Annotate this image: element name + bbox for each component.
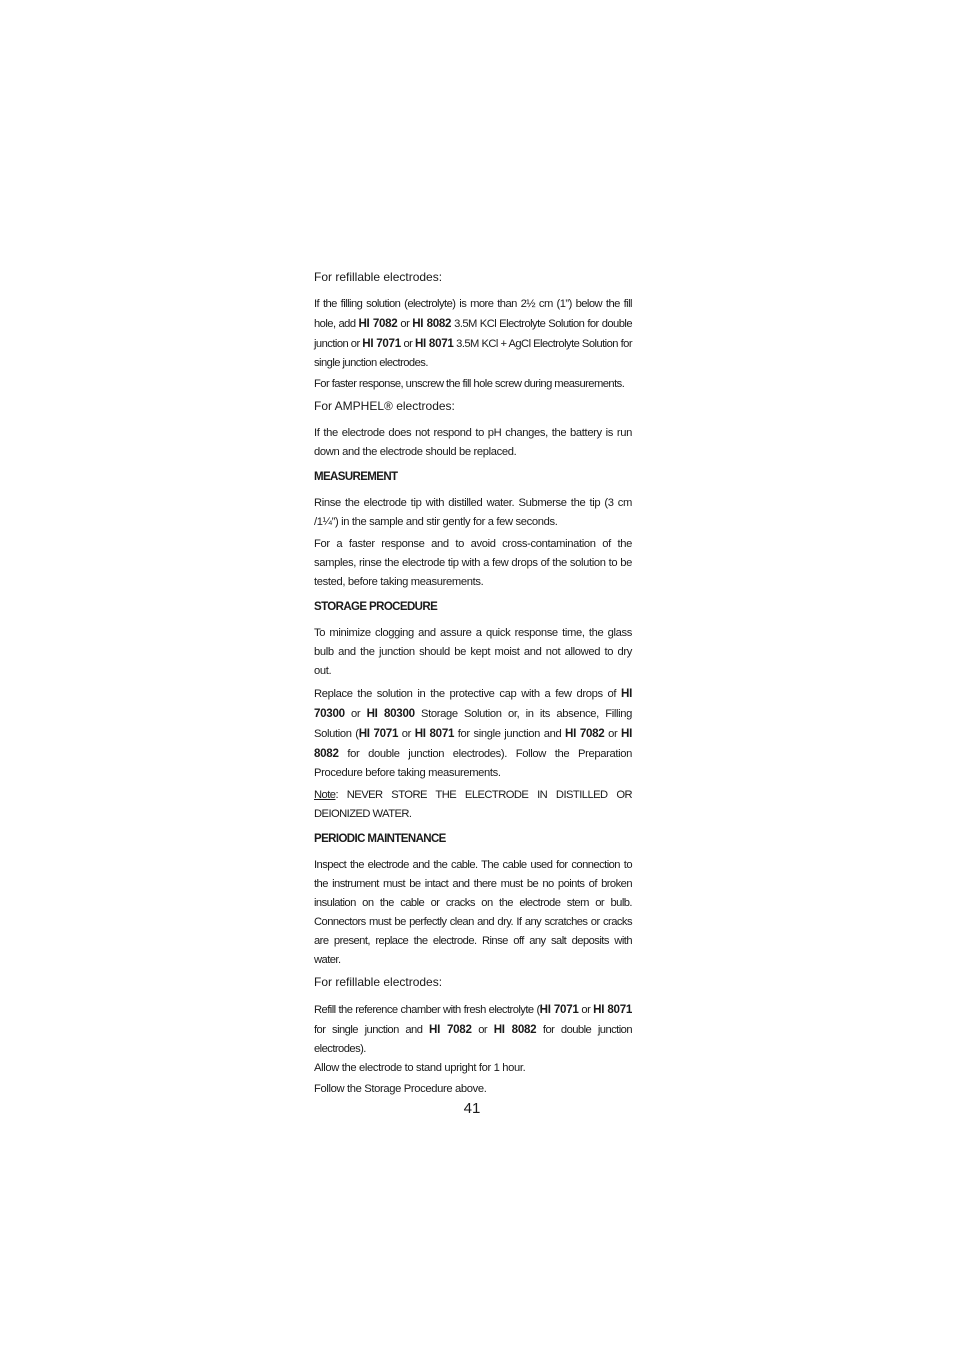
product-code: HI 8071: [414, 337, 454, 350]
product-code: HI 7082: [358, 317, 398, 330]
refill2-paragraph-3: Follow the Storage Procedure above.: [314, 1083, 487, 1095]
maintenance-paragraph: Inspect the electrode and the cable. The cable used for connection to the instrument must be intact and there must be no points of broken insulation on the cable or cracks on the electrode stem or bulb. Connectors must be perfectly clean and dry. If any scratches or cracks are present, replace the electrode. Rinse off any salt deposits with water.: [314, 859, 632, 966]
product-code: HI 7071: [362, 337, 401, 350]
note-label: Note: [314, 789, 336, 801]
product-code: HI 8071: [414, 727, 455, 740]
product-code: HI 70300: [314, 687, 632, 720]
refill2-paragraph-1: Refill the reference chamber with fresh electrolyte (HI 7071 or HI 8071 for single junction and HI 7082 or HI 8082 for double junction electrodes).: [314, 1003, 632, 1055]
section-subheading-refillable-2: For refillable electrodes:: [314, 975, 443, 989]
product-code: HI 8082: [493, 1023, 537, 1036]
product-code: HI 7082: [565, 727, 605, 740]
product-code: HI 8071: [593, 1003, 632, 1016]
refill-paragraph-1: If the filling solution (electrolyte) is more than 2½ cm (1”) below the fill hole, add HI 7082 or HI 8082 3.5M KCl Electrolyte Solution for double junction or HI 7071 or HI 8071 3.5M KCl + AgCl Electrolyte Solution for single junction electrodes.: [314, 298, 632, 369]
refill-paragraph-2: For faster response, unscrew the fill hole screw during measurements.: [314, 378, 625, 390]
page-content: [314, 268, 632, 1099]
heading-maintenance: PERIODIC MAINTENANCE: [314, 833, 446, 845]
storage-paragraph-2: Replace the solution in the protective cap with a few drops of HI 70300 or HI 80300 Storage Solution or, in its absence, Filling Solution (HI 7071 or HI 8071 for single junction and HI 7082 or HI 8082 for double junction electrodes). Follow the Preparation Procedure before taking measurements.: [314, 687, 633, 779]
amphel-paragraph: If the electrode does not respond to pH changes, the battery is run down and the electrode should be replaced.: [314, 427, 632, 458]
refill2-paragraph-2: Allow the electrode to stand upright for 1 hour.: [314, 1062, 526, 1074]
storage-paragraph-1: To minimize clogging and assure a quick response time, the glass bulb and the junction should be kept moist and not allowed to dry out.: [314, 627, 632, 677]
product-code: HI 8082: [314, 727, 633, 760]
product-code: HI 7071: [358, 727, 399, 740]
heading-storage: STORAGE PROCEDURE: [314, 601, 438, 613]
product-code: HI 7071: [539, 1003, 579, 1016]
product-code: HI 7082: [429, 1023, 472, 1036]
note-text: : NEVER STORE THE ELECTRODE IN DISTILLED OR DEIONIZED WATER.: [314, 789, 632, 820]
page-number: 41: [463, 1100, 481, 1117]
section-subheading-refillable: For refillable electrodes:: [314, 270, 443, 284]
measurement-paragraph-1: Rinse the electrode tip with distilled water. Submerse the tip (3 cm /1¼”) in the sample and stir gently for a few seconds.: [314, 497, 632, 528]
product-code: HI 8082: [412, 317, 452, 330]
heading-measurement: MEASUREMENT: [314, 471, 398, 483]
section-subheading-amphel: For AMPHEL® electrodes:: [314, 399, 455, 413]
product-code: HI 80300: [366, 707, 415, 720]
storage-note: [314, 786, 632, 824]
measurement-paragraph-2: For a faster response and to avoid cross-contamination of the samples, rinse the electrode tip with a few drops of the solution to be tested, before taking measurements.: [314, 538, 632, 588]
